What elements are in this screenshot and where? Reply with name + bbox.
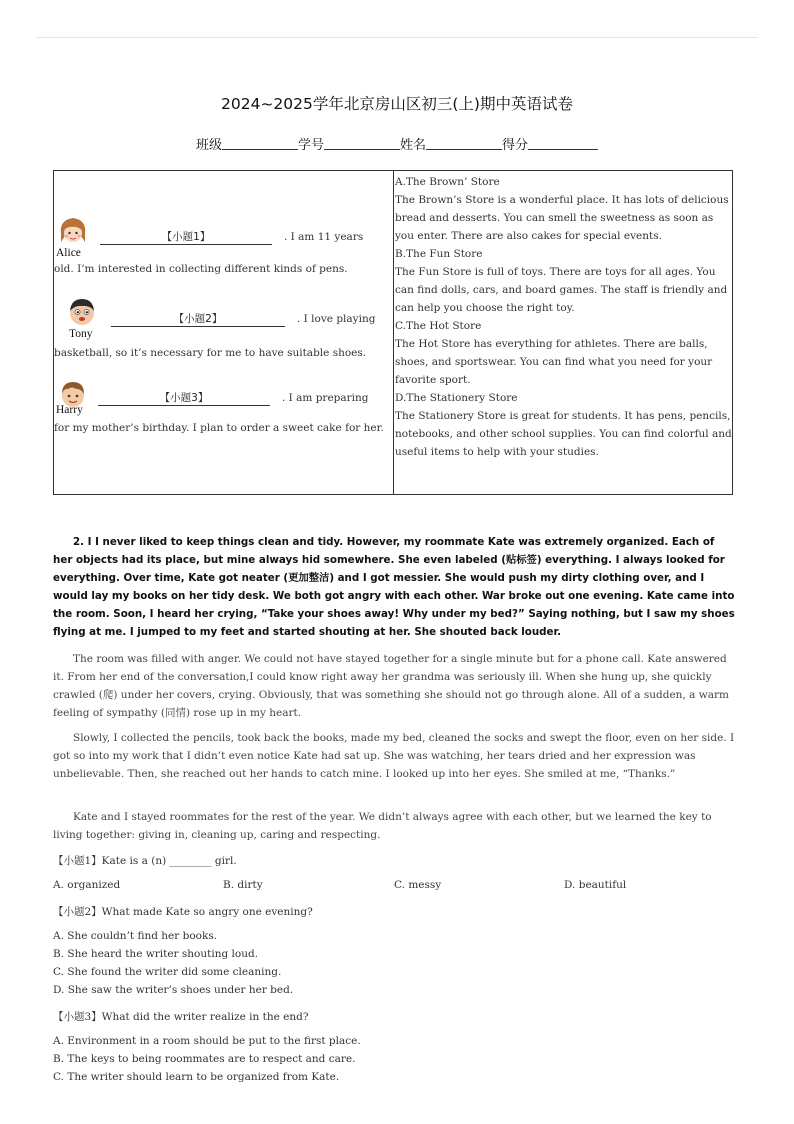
store-heading-d: D.The Stationery Store <box>395 392 518 404</box>
person-text-tony: basketball, so it’s necessary for me to have suitable shoes. <box>54 347 367 359</box>
q3-option-c[interactable]: C. The writer should learn to be organized from Kate. <box>53 1071 340 1083</box>
question-2-stem: 【小题2】What made Kate so angry one evening? <box>53 906 313 918</box>
name-blank[interactable] <box>426 136 502 150</box>
student-info-line <box>0 134 794 153</box>
q2-option-b[interactable]: B. She heard the writer shouting loud. <box>53 948 259 960</box>
person-name-harry: Harry <box>56 404 83 416</box>
passage-paragraph-4: Kate and I stayed roommates for the rest of the year. We didn’t always agree with each other, but we learned the key to living together: giving in, cleaning up, caring and respecting. <box>53 811 712 841</box>
q1-option-d[interactable]: D. beautiful <box>564 879 627 891</box>
answer-blank-2[interactable]: 【小题2】 <box>111 311 285 327</box>
q2-option-d[interactable]: D. She saw the writer’s shoes under her bed. <box>53 984 294 996</box>
passage-paragraph-3: Slowly, I collected the pencils, took back the books, made my bed, cleaned the socks and swept the floor, even on her side. I got so into my work that I didn’t even notice Kate had sat up. She was watching, her tears dried and her expression was unbelievable. Then, she reached out her hands to catch mine. I looked up into her eyes. She smiled at me, “Thanks.” <box>53 732 735 780</box>
id-blank[interactable] <box>324 136 400 150</box>
answer-blank-3[interactable]: 【小题3】 <box>98 390 270 406</box>
answer-blank-1[interactable]: 【小题1】 <box>100 229 272 245</box>
id-label: 学号 <box>297 138 324 153</box>
store-text-d: The Stationery Store is great for students. It has pens, pencils, notebooks, and other school supplies. You can find colorful and useful items to help with your studies. <box>395 410 732 458</box>
person-text-alice: old. I’m interested in collecting different kinds of pens. <box>54 263 348 275</box>
class-label: 班级 <box>195 138 222 153</box>
person-line-alice: 【小题1】 . I am 11 years <box>100 229 363 245</box>
exam-title: 2024~2025学年北京房山区初三(上)期中英语试卷 <box>221 95 573 113</box>
store-heading-c: C.The Hot Store <box>395 320 482 332</box>
person-name-alice: Alice <box>56 247 81 259</box>
person-text-harry: for my mother’s birthday. I plan to order a sweet cake for her. <box>54 422 384 434</box>
passage-paragraph-2: The room was filled with anger. We could not have stayed together for a single minute but for a phone call. Kate answered it. From her end of the conversation,I could know right away her grandma was seriously ill. When she hung up, she quickly crawled (爬) under her covers, crying. Obviously, that was something she should not go through alone. All of a sudden, a warm feeling of sympathy (同情) rose up in my heart. <box>53 653 729 719</box>
alice-avatar-icon <box>56 214 90 248</box>
person-line-harry: 【小题3】 . I am preparing <box>98 390 369 406</box>
table-divider <box>393 171 394 494</box>
store-heading-b: B.The Fun Store <box>395 248 483 260</box>
store-text-c: The Hot Store has everything for athletes. There are balls, shoes, and sportswear. You can find what you need for your favorite sport. <box>395 338 713 386</box>
q1-option-a[interactable]: A. organized <box>53 879 121 891</box>
matching-table <box>53 170 733 495</box>
page-top-rule <box>36 37 758 38</box>
store-text-b: The Fun Store is full of toys. There are toys for all ages. You can find dolls, cars, and board games. The staff is friendly and can help you choose the right toy. <box>395 266 728 314</box>
q2-option-c[interactable]: C. She found the writer did some cleaning. <box>53 966 282 978</box>
q2-option-a[interactable]: A. She couldn’t find her books. <box>53 930 218 942</box>
q3-option-a[interactable]: A. Environment in a room should be put to the first place. <box>53 1035 361 1047</box>
q3-option-b[interactable]: B. The keys to being roommates are to respect and care. <box>53 1053 356 1065</box>
question-1-stem: 【小题1】Kate is a (n) ________ girl. <box>53 855 237 867</box>
score-blank[interactable] <box>528 136 598 150</box>
passage-first-paragraph: 2. I I never liked to keep things clean and tidy. However, my roommate Kate was extremely organized. Each of her objects had its place, but mine always hid somewhere. She even labeled (贴标签) everything. I always looked for everything. Over time, Kate got neater (更加整洁) and I got messier. She would push my dirty clothing over, and I would lay my books on her tidy desk. We both got angry with each other. War broke out one evening. Kate came into the room. Soon, I heard her crying, “Take your shoes away! Why under my bed?” Saying nothing, but I saw my shoes flying at me. I jumped to my feet and started shouting at her. She shouted back louder. <box>53 536 735 638</box>
store-heading-a: A.The Brown’ Store <box>395 176 500 188</box>
class-blank[interactable] <box>222 136 298 150</box>
person-line-tony: 【小题2】 . I love playing <box>111 311 375 327</box>
store-descriptions <box>395 173 732 461</box>
name-label: 姓名 <box>400 138 427 153</box>
q1-option-c[interactable]: C. messy <box>394 879 442 891</box>
question-3-stem: 【小题3】What did the writer realize in the end? <box>53 1011 309 1023</box>
store-text-a: The Brown’s Store is a wonderful place. It has lots of delicious bread and desserts. You can smell the sweetness as soon as you enter. There are also cakes for special events. <box>395 194 729 242</box>
tony-avatar-icon <box>65 295 99 329</box>
score-label: 得分 <box>502 138 529 153</box>
person-name-tony: Tony <box>69 328 93 340</box>
q1-option-b[interactable]: B. dirty <box>223 879 263 891</box>
